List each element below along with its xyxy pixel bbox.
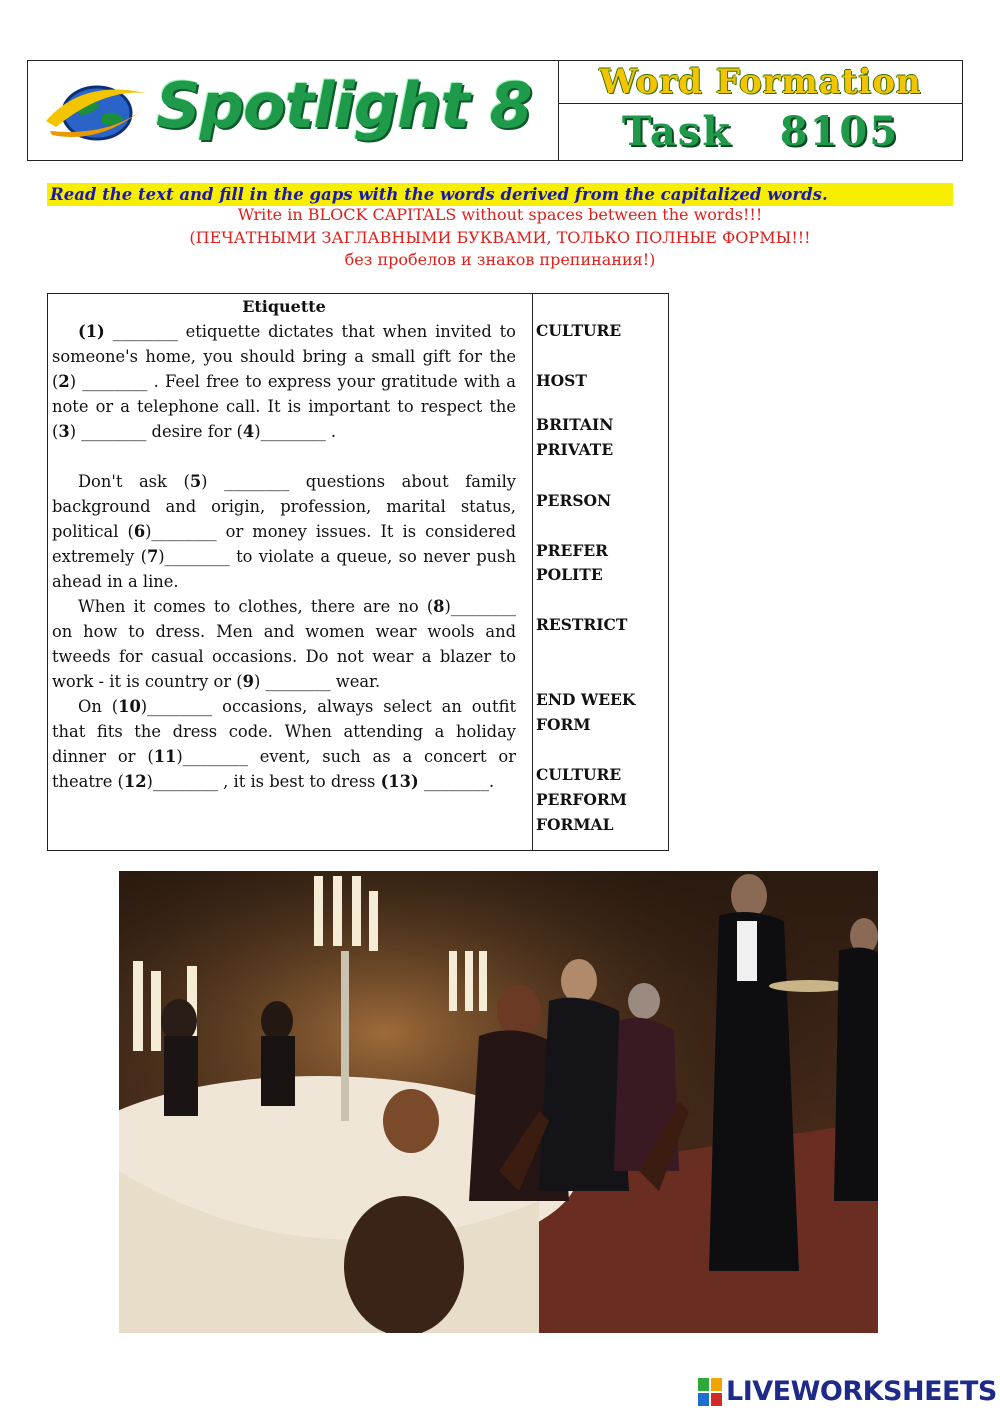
word-item: FORM <box>536 715 591 734</box>
exercise-table <box>47 293 669 851</box>
gap-label: (13) <box>380 772 419 791</box>
task-label: Task <box>621 108 732 155</box>
task-area <box>559 61 962 160</box>
word-item: POLITE <box>536 565 603 584</box>
gap-label: 10 <box>118 697 141 716</box>
word-item: PERSON <box>536 491 612 510</box>
word-item: HOST <box>536 371 587 390</box>
main-instruction: Read the text and fill in the gaps with the words derived from the capitalized words. <box>47 183 953 206</box>
dining-room-photo <box>119 871 878 1333</box>
task-title <box>559 104 962 160</box>
instruction-line-1: Write in BLOCK CAPITALS without spaces between the words!!! <box>237 205 763 224</box>
gap-label: 3 <box>58 422 70 441</box>
paragraph-3: When it comes to clothes, there are no (8)________ on how to dress. Men and women wear wools and tweeds for casual occasions. Do not wear a blazer to work - it is country or (9) ________ wear. <box>52 597 516 691</box>
instruction-line-3: без пробелов и знаков препинания!) <box>344 250 656 269</box>
paragraph-4: On (10)________ occasions, always select an outfit that fits the dress code. When attending a holiday dinner or (11)________ event, such as a concert or theatre (12)________ , it is best to dress (13) ________. <box>52 697 516 791</box>
word-item: BRITAIN <box>536 415 614 434</box>
paragraph-1: (1) ________ etiquette dictates that when invited to someone's home, you should bring a small gift for the (2) ________ . Feel free to express your gratitude with a note or a telephone call. It is important to respect the (3) ________ desire for (4)________ . <box>52 322 516 441</box>
exercise-text <box>52 294 516 794</box>
dinner-scene-image <box>119 871 878 1333</box>
gap-label: 7 <box>146 547 159 566</box>
word-item: PRIVATE <box>536 440 614 459</box>
word-item: PREFER <box>536 541 609 560</box>
gap-label: 9 <box>242 672 254 691</box>
logo-text: LIVEWORKSHEETS <box>726 1376 997 1407</box>
section-title: Word Formation <box>559 61 962 104</box>
text-title: Etiquette <box>242 297 326 316</box>
brand-title: Spotlight 8 <box>156 69 532 142</box>
word-item: CULTURE <box>536 765 622 784</box>
gap-label: 11 <box>153 747 177 766</box>
instruction-line-2: (ПЕЧАТНЫМИ ЗАГЛАВНЫМИ БУКВАМИ, ТОЛЬКО ПОЛНЫЕ ФОРМЫ!!! <box>189 228 811 247</box>
liveworksheets-logo[interactable] <box>698 1376 997 1407</box>
word-item: FORMAL <box>536 815 614 834</box>
gap-label: 2 <box>58 372 70 391</box>
gap-label: (1) <box>78 322 105 341</box>
word-item: RESTRICT <box>536 615 628 634</box>
brand-area <box>28 61 559 160</box>
gap-label: 4 <box>242 422 255 441</box>
word-item: END WEEK <box>536 690 636 709</box>
globe-logo-icon <box>42 75 152 147</box>
word-item: CULTURE <box>536 321 622 340</box>
liveworksheets-badge-icon <box>698 1378 722 1406</box>
gap-label: 5 <box>189 472 202 491</box>
gap-label: 8 <box>433 597 445 616</box>
paragraph-2: Don't ask (5) ________ questions about family background and origin, profession, marital status, political (6)________ or money issues. It is considered extremely (7)________ to violate a queue, so never push ahead in a line. <box>52 472 516 591</box>
task-number: 8105 <box>779 108 900 155</box>
gap-label: 6 <box>133 522 146 541</box>
worksheet-header <box>27 60 963 161</box>
column-divider <box>532 294 533 850</box>
gap-label: 12 <box>123 772 147 791</box>
word-item: PERFORM <box>536 790 627 809</box>
